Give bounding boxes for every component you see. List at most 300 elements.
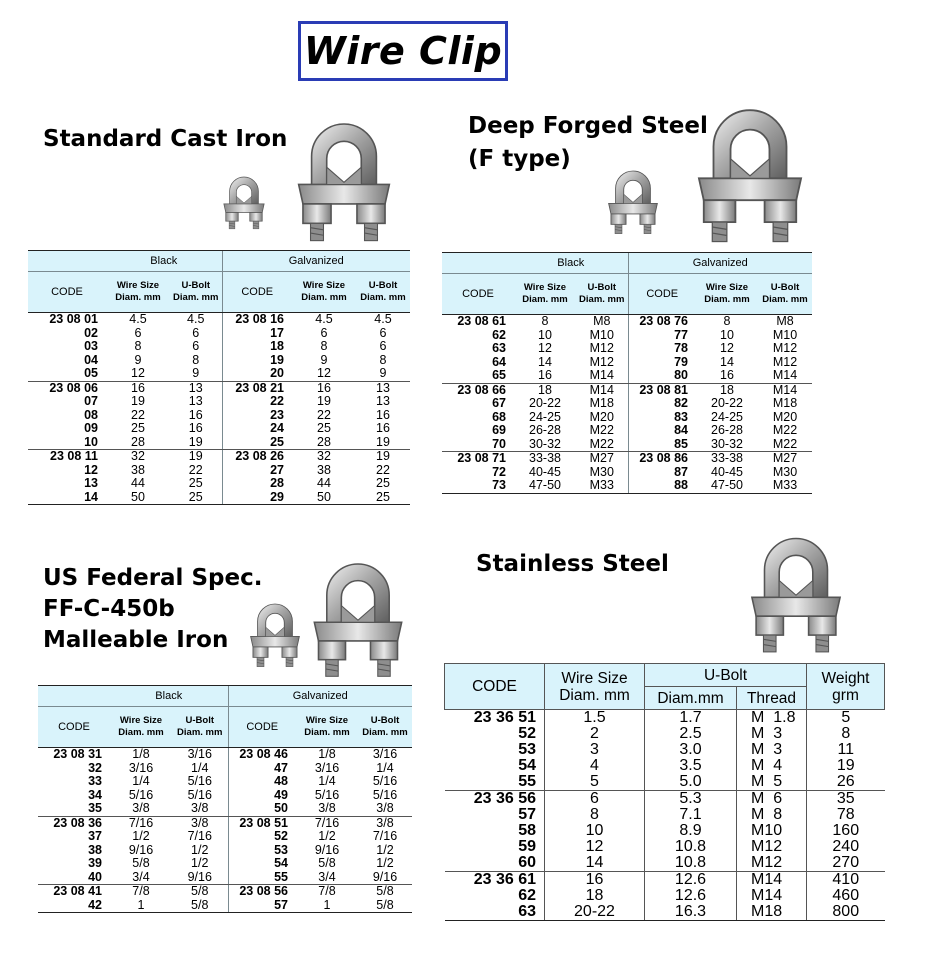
- wire-size-cell: 50: [292, 491, 356, 505]
- ubolt-cell: M20: [589, 409, 614, 424]
- wire-size-cell: 22: [317, 407, 331, 422]
- code-cell: 63: [445, 904, 545, 921]
- code-cell: 67: [492, 396, 506, 410]
- wire-size-cell: 6: [545, 791, 645, 808]
- table-row: [442, 479, 812, 493]
- table-row: [28, 450, 410, 464]
- ubolt-cell: 6: [192, 325, 200, 340]
- large-clip-image: [688, 98, 812, 244]
- code-cell: 25: [222, 436, 292, 450]
- ubolt-diam-cell: 5.3: [645, 791, 737, 808]
- thread-cell: M14: [737, 888, 807, 904]
- code-cell: 68: [492, 409, 506, 424]
- ubolt-cell: 13: [376, 380, 390, 395]
- table-row: [28, 491, 410, 505]
- federal-heading-line3: Malleable Iron: [43, 627, 229, 653]
- page-title: Wire Clip: [303, 29, 503, 73]
- code-cell: 77: [628, 329, 696, 343]
- ubolt-cell: M33: [758, 479, 812, 493]
- wire-size-cell: 6: [320, 325, 328, 340]
- table-row: [445, 710, 885, 727]
- table-row: [28, 422, 410, 436]
- ubolt-diam-cell: 10.8: [645, 855, 737, 872]
- code-cell: 69: [492, 423, 506, 437]
- code-cell: 28: [222, 477, 292, 491]
- code-cell: 23 08 66: [457, 382, 506, 397]
- code-cell: 17: [222, 327, 292, 341]
- ubolt-cell: M10: [589, 327, 614, 342]
- code-cell: 23 36 51: [473, 709, 536, 726]
- wire-size-cell: 6: [134, 325, 142, 340]
- table-row: [445, 872, 885, 889]
- ubolt-cell: 19: [376, 449, 390, 463]
- ubolt-cell: M33: [576, 479, 628, 493]
- ubolt-cell: 25: [170, 491, 222, 505]
- table-row: [28, 327, 410, 341]
- ubolt-cell: 5/16: [372, 787, 398, 802]
- group-galvanized: Galvanized: [222, 251, 410, 272]
- wire-size-cell: 3: [545, 742, 645, 758]
- code-cell: 64: [492, 354, 506, 369]
- wire-size-cell: 25: [131, 421, 145, 435]
- code-cell: 57: [228, 899, 296, 913]
- wire-size-cell: 18: [545, 888, 645, 904]
- wire-size-cell: 3/16: [314, 760, 340, 775]
- code-cell: 08: [84, 407, 98, 422]
- table-row: [442, 424, 812, 438]
- wire-size-cell: 44: [317, 476, 331, 490]
- table-row: [38, 871, 412, 885]
- ubolt-cell: 3/8: [172, 802, 228, 816]
- wire-size-cell: 22: [131, 407, 145, 422]
- code-cell: 42: [38, 899, 110, 913]
- col-ubolt-thread: Thread: [737, 687, 807, 710]
- col-ubolt: U-Bolt Diam. mm: [172, 707, 228, 748]
- wire-size-cell: 16: [696, 369, 758, 383]
- ubolt-diam-cell: 12.6: [645, 888, 737, 904]
- wire-size-cell: 40-45: [529, 464, 561, 479]
- wire-size-cell: 1: [296, 899, 358, 913]
- wire-size-cell: 20-22: [711, 396, 743, 410]
- table-row: [445, 742, 885, 758]
- ubolt-cell: 5/16: [187, 774, 212, 788]
- ubolt-cell: 8: [379, 352, 387, 367]
- ubolt-cell: M14: [772, 382, 798, 397]
- ubolt-cell: 3/8: [191, 815, 209, 830]
- code-cell: 23 08 71: [457, 451, 506, 465]
- federal-heading-line2: FF-C-450b: [43, 596, 175, 622]
- ubolt-cell: M22: [772, 423, 798, 437]
- col-code: CODE: [628, 274, 696, 315]
- wire-size-cell: 5/16: [314, 787, 340, 802]
- wire-size-cell: 10: [720, 327, 734, 342]
- code-cell: 52: [228, 830, 296, 844]
- table-row: [445, 791, 885, 808]
- federal-heading: [43, 563, 262, 656]
- ubolt-cell: 3/16: [372, 747, 398, 761]
- weight-cell: 460: [807, 888, 885, 904]
- code-cell: 52: [518, 725, 536, 742]
- wire-size-cell: 19: [131, 394, 145, 408]
- wire-size-cell: 14: [720, 354, 734, 369]
- ubolt-cell: 3/8: [376, 815, 394, 830]
- code-cell: 63: [492, 341, 506, 355]
- table-row: [445, 726, 885, 742]
- wire-size-cell: 8: [320, 339, 328, 353]
- thread-cell: M 3: [737, 726, 807, 742]
- ubolt-cell: 13: [376, 394, 390, 408]
- forged-rows: [442, 315, 812, 494]
- wire-size-cell: 9: [134, 352, 142, 367]
- thread-cell: M12: [737, 855, 807, 872]
- ubolt-diam-cell: 12.6: [645, 872, 737, 889]
- ubolt-cell: M14: [758, 369, 812, 383]
- table-row: [442, 383, 812, 397]
- wire-size-cell: 1/4: [318, 774, 336, 788]
- col-wire-size: Wire Size Diam. mm: [296, 707, 358, 748]
- group-black: Black: [110, 686, 228, 707]
- code-cell: 32: [88, 760, 102, 775]
- code-cell: 24: [222, 422, 292, 436]
- small-clip-image: [246, 598, 304, 668]
- ubolt-cell: 3/16: [187, 747, 212, 761]
- code-cell: 78: [628, 342, 696, 356]
- ubolt-cell: M30: [772, 464, 798, 479]
- wire-size-cell: 4.5: [129, 312, 147, 326]
- wire-size-cell: 8: [545, 807, 645, 823]
- code-cell: 23 08 41: [53, 884, 102, 898]
- table-row: [442, 342, 812, 356]
- col-ubolt: U-Bolt Diam. mm: [576, 274, 628, 315]
- large-clip-image: [290, 112, 398, 244]
- wire-size-cell: 3/8: [296, 802, 358, 816]
- ubolt-cell: 5/16: [187, 787, 212, 802]
- ubolt-cell: 16: [188, 421, 203, 435]
- wire-size-cell: 12: [545, 839, 645, 855]
- code-cell: 09: [84, 421, 98, 435]
- wire-size-cell: 28: [106, 436, 170, 450]
- wire-size-cell: 19: [317, 394, 331, 408]
- ubolt-cell: 1/4: [376, 760, 394, 775]
- ubolt-cell: M12: [772, 341, 798, 355]
- ubolt-cell: 5/8: [191, 884, 209, 898]
- wire-size-cell: 18: [538, 382, 552, 397]
- thread-cell: M 4: [737, 758, 807, 774]
- table-row: [38, 816, 412, 830]
- code-cell: 23 36 56: [473, 790, 536, 807]
- code-cell: 23 08 11: [50, 449, 98, 463]
- wire-size-cell: 32: [131, 449, 145, 463]
- wire-size-cell: 47-50: [514, 479, 576, 493]
- wire-size-cell: 10: [545, 823, 645, 839]
- ubolt-cell: 9: [356, 367, 410, 381]
- weight-cell: 410: [807, 872, 885, 889]
- thread-cell: M 6: [737, 791, 807, 808]
- wire-size-cell: 26-28: [711, 423, 743, 437]
- table-row: [442, 329, 812, 343]
- small-clip-image: [604, 160, 662, 240]
- weight-cell: 240: [807, 839, 885, 855]
- table-row: [38, 857, 412, 871]
- weight-cell: 78: [807, 807, 885, 823]
- code-cell: 23 08 21: [222, 381, 292, 395]
- wire-size-cell: 40-45: [711, 464, 743, 479]
- ubolt-cell: 6: [379, 325, 387, 340]
- code-cell: 23 08 86: [628, 452, 696, 466]
- thread-cell: M 8: [737, 807, 807, 823]
- col-weight-line1: Weight: [821, 669, 870, 687]
- code-cell: 23 08 36: [53, 815, 102, 830]
- wire-size-cell: 16: [514, 369, 576, 383]
- code-cell: 23 08 51: [228, 816, 296, 830]
- col-ubolt: U-Bolt Diam. mm: [758, 274, 812, 315]
- code-cell: 02: [84, 325, 98, 340]
- table-row: [445, 774, 885, 791]
- code-cell: 27: [222, 464, 292, 478]
- code-cell: 23: [222, 409, 292, 423]
- table-row: [442, 356, 812, 370]
- col-wire-size-line1: Wire Size: [561, 669, 628, 687]
- ubolt-diam-cell: 16.3: [645, 904, 737, 921]
- ubolt-cell: 6: [192, 339, 200, 353]
- code-cell: 23 36 61: [473, 871, 536, 888]
- code-cell: 14: [28, 491, 106, 505]
- table-row: [442, 466, 812, 480]
- ubolt-cell: 25: [376, 476, 390, 490]
- group-galvanized: Galvanized: [628, 253, 812, 274]
- ubolt-cell: M18: [589, 396, 614, 410]
- code-cell: 20: [222, 367, 292, 381]
- wire-size-cell: 10: [538, 327, 552, 342]
- federal-rows: [38, 748, 412, 913]
- wire-size-cell: 3/4: [296, 871, 358, 885]
- wire-size-cell: 47-50: [696, 479, 758, 493]
- wire-size-cell: 1/2: [318, 829, 336, 843]
- code-cell: 29: [222, 491, 292, 505]
- code-cell: 79: [628, 356, 696, 370]
- code-cell: 34: [88, 787, 102, 802]
- wire-size-cell: 3/8: [110, 802, 172, 816]
- code-cell: 57: [518, 806, 536, 823]
- ubolt-cell: M22: [589, 423, 614, 437]
- forged-heading-line1: Deep Forged Steel: [468, 113, 708, 139]
- code-cell: 87: [628, 466, 696, 480]
- ubolt-cell: 5/8: [358, 899, 412, 913]
- col-ubolt-diam: Diam.mm: [645, 687, 737, 710]
- ubolt-cell: 9/16: [172, 871, 228, 885]
- code-cell: 53: [518, 741, 536, 758]
- code-cell: 72: [492, 464, 506, 479]
- ubolt-cell: 8: [192, 352, 200, 367]
- wire-size-cell: 7/8: [132, 884, 150, 898]
- wire-size-cell: 24-25: [711, 409, 743, 424]
- table-row: [28, 354, 410, 368]
- table-row: [38, 899, 412, 913]
- wire-size-cell: 25: [317, 421, 331, 435]
- col-code: CODE: [38, 707, 110, 748]
- wire-size-cell: 9: [320, 352, 328, 367]
- ubolt-cell: 4.5: [187, 312, 205, 326]
- table-row: [28, 464, 410, 478]
- ubolt-cell: 1/2: [191, 842, 209, 857]
- code-cell: 47: [228, 762, 296, 776]
- wire-size-cell: 9/16: [314, 842, 340, 857]
- code-cell: 48: [228, 775, 296, 789]
- ubolt-cell: 25: [356, 491, 410, 505]
- col-code: CODE: [228, 707, 296, 748]
- wire-size-cell: 5/16: [128, 787, 154, 802]
- small-clip-image: [220, 168, 268, 234]
- ubolt-cell: 22: [376, 462, 390, 477]
- code-cell: 54: [228, 857, 296, 871]
- ubolt-cell: 1/4: [191, 760, 209, 775]
- ubolt-cell: 5/16: [372, 774, 398, 788]
- wire-size-cell: 12: [538, 341, 552, 355]
- ubolt-cell: 1/2: [376, 842, 394, 857]
- code-cell: 03: [84, 339, 98, 353]
- col-ubolt: U-Bolt Diam. mm: [170, 272, 222, 313]
- code-cell: 10: [28, 436, 106, 450]
- ubolt-diam-cell: 3.5: [645, 758, 737, 774]
- forged-heading-line2: (F type): [468, 146, 571, 172]
- ubolt-diam-cell: 1.7: [645, 710, 737, 727]
- weight-cell: 11: [807, 742, 885, 758]
- weight-cell: 26: [807, 774, 885, 791]
- ubolt-cell: M8: [776, 314, 794, 328]
- table-row: [445, 904, 885, 921]
- stainless-table: [444, 663, 885, 921]
- wire-size-cell: 1/4: [132, 774, 150, 788]
- weight-cell: 35: [807, 791, 885, 808]
- col-wire-size: [545, 664, 645, 710]
- wire-size-cell: 7/8: [318, 884, 336, 898]
- ubolt-diam-cell: 8.9: [645, 823, 737, 839]
- code-cell: 82: [628, 397, 696, 411]
- ubolt-cell: M14: [576, 369, 628, 383]
- wire-size-cell: 38: [131, 462, 145, 477]
- code-cell: 55: [228, 871, 296, 885]
- code-cell: 23 08 81: [628, 383, 696, 397]
- table-row: [38, 775, 412, 789]
- table-row: [442, 369, 812, 383]
- ubolt-cell: 6: [379, 339, 387, 353]
- col-weight-line2: grm: [832, 686, 859, 704]
- code-cell: 54: [518, 757, 536, 774]
- wire-size-cell: 4.5: [315, 312, 333, 326]
- ubolt-cell: M12: [772, 354, 798, 369]
- wire-size-cell: 33-38: [529, 451, 561, 465]
- table-row: [28, 367, 410, 381]
- col-code: CODE: [445, 664, 545, 710]
- group-black: Black: [106, 251, 222, 272]
- code-cell: 85: [628, 438, 696, 452]
- ubolt-cell: M27: [589, 451, 614, 465]
- col-wire-size: Wire Size Diam. mm: [292, 272, 356, 313]
- wire-size-cell: 50: [106, 491, 170, 505]
- table-row: [28, 381, 410, 395]
- table-row: [442, 438, 812, 452]
- ubolt-cell: 13: [188, 380, 203, 395]
- ubolt-cell: 3/8: [358, 802, 412, 816]
- wire-size-cell: 16: [131, 380, 145, 395]
- wire-size-cell: 7/16: [314, 815, 340, 830]
- ubolt-cell: M22: [576, 438, 628, 452]
- weight-cell: 8: [807, 726, 885, 742]
- code-cell: 62: [518, 887, 536, 904]
- ubolt-diam-cell: 10.8: [645, 839, 737, 855]
- table-row: [445, 807, 885, 823]
- ubolt-cell: 25: [188, 476, 203, 490]
- wire-size-cell: 5/8: [318, 856, 336, 870]
- code-cell: 37: [88, 829, 102, 843]
- thread-cell: M 1.8: [737, 710, 807, 727]
- ubolt-cell: M14: [589, 382, 614, 397]
- weight-cell: 270: [807, 855, 885, 872]
- wire-size-cell: 28: [292, 436, 356, 450]
- wire-size-cell: 33-38: [711, 451, 743, 465]
- weight-cell: 5: [807, 710, 885, 727]
- ubolt-cell: 16: [376, 421, 390, 435]
- wire-size-cell: 12: [292, 367, 356, 381]
- ubolt-cell: M27: [772, 451, 798, 465]
- ubolt-diam-cell: 3.0: [645, 742, 737, 758]
- col-wire-size: Wire Size Diam. mm: [106, 272, 170, 313]
- ubolt-cell: M12: [589, 354, 614, 369]
- code-cell: 40: [38, 871, 110, 885]
- thread-cell: M14: [737, 872, 807, 889]
- col-wire-size: Wire Size Diam. mm: [514, 274, 576, 315]
- code-cell: 70: [442, 438, 514, 452]
- ubolt-cell: M18: [772, 396, 798, 410]
- ubolt-cell: 16: [376, 407, 390, 422]
- wire-size-cell: 7/16: [128, 815, 154, 830]
- ubolt-cell: 7/16: [187, 829, 212, 843]
- wire-size-cell: 5: [545, 774, 645, 791]
- table-row: [445, 888, 885, 904]
- table-row: [442, 411, 812, 425]
- wire-size-cell: 8: [723, 314, 731, 328]
- table-row: [442, 315, 812, 329]
- wire-size-cell: 2: [545, 726, 645, 742]
- ubolt-cell: M8: [593, 314, 611, 328]
- standard-rows: [28, 313, 410, 505]
- code-cell: 12: [84, 462, 98, 477]
- code-cell: 59: [518, 838, 536, 855]
- large-clip-image: [306, 552, 410, 680]
- code-cell: 23 08 46: [228, 748, 296, 762]
- code-cell: 23 08 26: [222, 450, 292, 464]
- code-cell: 23 08 01: [49, 312, 98, 326]
- ubolt-cell: 16: [188, 407, 203, 422]
- wire-size-cell: 8: [541, 314, 549, 328]
- ubolt-cell: 9: [170, 367, 222, 381]
- wire-size-cell: 16: [317, 380, 331, 395]
- code-cell: 13: [84, 476, 98, 490]
- ubolt-diam-cell: 2.5: [645, 726, 737, 742]
- ubolt-cell: 1/2: [191, 856, 209, 870]
- code-cell: 62: [492, 327, 506, 342]
- table-row: [28, 313, 410, 327]
- ubolt-cell: M22: [758, 438, 812, 452]
- col-wire-size: Wire Size Diam. mm: [696, 274, 758, 315]
- table-row: [445, 855, 885, 872]
- weight-cell: 800: [807, 904, 885, 921]
- group-galvanized: Galvanized: [228, 686, 412, 707]
- wire-size-cell: 24-25: [529, 409, 561, 424]
- table-row: [38, 885, 412, 899]
- wire-size-cell: 3/16: [128, 760, 154, 775]
- ubolt-cell: 1/2: [376, 856, 394, 870]
